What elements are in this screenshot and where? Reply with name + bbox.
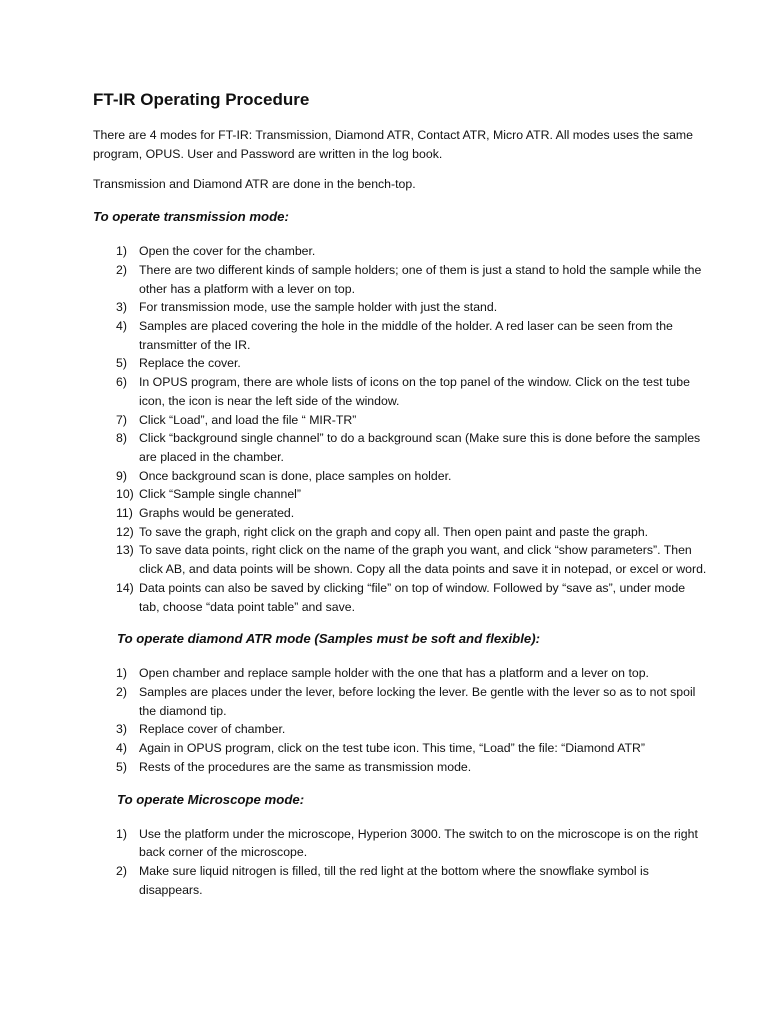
list-item — [116, 504, 708, 523]
step-number: 10) — [116, 487, 134, 502]
step-text: In OPUS program, there are whole lists of icons on the top panel of the window. Click on the test tube icon, the icon is near the left side of the window. — [139, 375, 690, 408]
list-item — [116, 411, 708, 430]
step-number: 3) — [116, 300, 127, 315]
step-number: 6) — [116, 375, 127, 390]
step-number: 9) — [116, 468, 127, 483]
step-number: 5) — [116, 356, 127, 371]
section-heading-diamond-atr: To operate diamond ATR mode (Samples must be soft and flexible): — [117, 631, 541, 647]
step-text: Make sure liquid nitrogen is filled, till the red light at the bottom where the snowflake symbol is disappears. — [139, 863, 649, 897]
diamond-atr-steps-list — [93, 664, 708, 776]
step-number: 2) — [116, 684, 127, 699]
step-text: Replace cover of chamber. — [139, 722, 286, 737]
list-item — [116, 429, 708, 466]
step-number: 14) — [116, 580, 134, 595]
step-text: Open the cover for the chamber. — [139, 244, 316, 259]
step-number: 8) — [116, 431, 127, 446]
step-text: Click “Load”, and load the file “ MIR-TR” — [139, 412, 357, 427]
bench-note-paragraph: Transmission and Diamond ATR are done in the bench-top. — [93, 176, 416, 191]
list-item — [116, 579, 708, 616]
transmission-section — [93, 208, 708, 616]
step-text: Replace the cover. — [139, 356, 241, 371]
step-text: To save data points, right click on the name of the graph you want, and click “show parameters”. Then click AB, and data points will be shown. Copy all the data points and save it in notepad, or excel or word. — [139, 543, 707, 577]
list-item — [116, 758, 708, 777]
step-number: 5) — [116, 759, 127, 774]
step-text: Once background scan is done, place samples on holder. — [139, 468, 452, 483]
transmission-steps-list — [93, 242, 708, 616]
step-number: 2) — [116, 262, 127, 277]
step-text: Click “background single channel” to do a background scan (Make sure this is done before the samples are placed in the chamber. — [139, 431, 701, 464]
microscope-section — [93, 791, 708, 900]
list-item — [116, 242, 708, 261]
step-text: Again in OPUS program, click on the test tube icon. This time, “Load” the file: “Diamond ATR” — [139, 741, 645, 756]
step-text: There are two different kinds of sample holders; one of them is just a stand to hold the sample while the other has a platform with a lever on top. — [139, 262, 702, 296]
step-text: Rests of the procedures are the same as transmission mode. — [139, 759, 472, 774]
step-text: For transmission mode, use the sample holder with just the stand. — [139, 300, 498, 315]
step-text: Click “Sample single channel” — [139, 487, 301, 502]
list-item — [116, 485, 708, 504]
list-item — [116, 354, 708, 373]
list-item — [116, 825, 708, 862]
section-heading-transmission: To operate transmission mode: — [93, 209, 289, 225]
list-item — [116, 317, 708, 354]
step-text: Open chamber and replace sample holder with the one that has a platform and a lever on top. — [139, 666, 649, 681]
step-number: 1) — [116, 244, 127, 259]
list-item — [116, 664, 708, 683]
diamond-atr-section — [93, 630, 708, 776]
step-number: 4) — [116, 741, 127, 756]
list-item — [116, 467, 708, 486]
step-number: 12) — [116, 524, 134, 539]
list-item — [116, 862, 708, 899]
intro-paragraph: There are 4 modes for FT-IR: Transmission, Diamond ATR, Contact ATR, Micro ATR. All modes uses the same program, OPUS. User and Password are written in the log book. — [93, 128, 694, 162]
step-number: 4) — [116, 319, 127, 334]
step-number: 11) — [116, 506, 133, 521]
step-text: Graphs would be generated. — [139, 506, 295, 521]
step-text: Data points can also be saved by clicking “file” on top of window. Followed by “save as”, under mode tab, choose “data point table” and save. — [139, 580, 686, 614]
list-item — [116, 683, 708, 720]
step-text: Use the platform under the microscope, Hyperion 3000. The switch to on the microscope is on the right back corner of the microscope. — [139, 826, 698, 860]
document-title: FT-IR Operating Procedure — [93, 90, 310, 109]
list-item — [116, 261, 708, 298]
list-item — [116, 523, 708, 542]
list-item — [116, 739, 708, 758]
list-item — [116, 298, 708, 317]
list-item — [116, 541, 708, 578]
step-number: 2) — [116, 863, 127, 878]
step-number: 1) — [116, 666, 127, 681]
step-text: To save the graph, right click on the graph and copy all. Then open paint and paste the graph. — [139, 524, 649, 539]
list-item — [116, 720, 708, 739]
step-number: 7) — [116, 412, 127, 427]
step-number: 13) — [116, 543, 134, 558]
section-heading-microscope: To operate Microscope mode: — [117, 791, 305, 807]
microscope-steps-list — [93, 825, 708, 900]
step-text: Samples are places under the lever, before locking the lever. Be gentle with the lever so as to not spoil the diamond tip. — [139, 684, 696, 718]
step-number: 1) — [116, 826, 127, 841]
step-number: 3) — [116, 722, 127, 737]
step-text: Samples are placed covering the hole in the middle of the holder. A red laser can be seen from the transmitter of the IR. — [139, 319, 673, 352]
list-item — [116, 373, 708, 410]
